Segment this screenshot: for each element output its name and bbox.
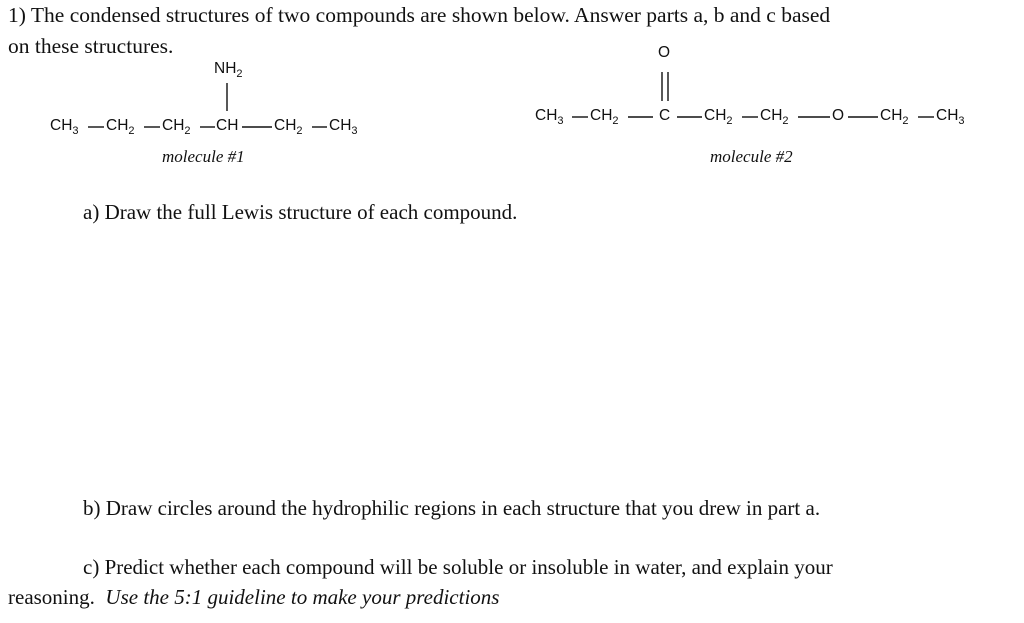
m2-atom-7: $CH_2$ <box>880 107 909 128</box>
part-c-instruction-line-2 <box>8 585 499 610</box>
part-c-reasoning-word: reasoning. <box>8 585 95 609</box>
m2-atom-2: $CH_2$ <box>590 107 619 128</box>
m2-atom-4: $CH_2$ <box>704 107 733 128</box>
m2-atom-6: O <box>832 107 845 124</box>
question-intro-line-2: on these structures. <box>8 34 174 58</box>
m1-atom-2: $CH_2$ <box>106 117 135 138</box>
m1-atom-3: $CH_2$ <box>162 117 191 138</box>
m1-atom-5: $CH_2$ <box>274 117 303 138</box>
question-intro-line-1: 1) The condensed structures of two compounds are shown below. Answer parts a, b and c based <box>8 3 831 27</box>
m2-carbonyl-oxygen: O <box>658 44 671 61</box>
part-c-instruction-line-1: c) Predict whether each compound will be soluble or insoluble in water, and explain your <box>83 555 833 579</box>
m1-caption: molecule #1 <box>162 147 245 166</box>
m2-caption: molecule #2 <box>710 147 793 166</box>
part-c-guideline: Use the 5:1 guideline to make your predictions <box>105 585 500 609</box>
m1-atom-6: $CH_3$ <box>329 117 358 138</box>
part-a-instruction: a) Draw the full Lewis structure of each compound. <box>83 200 518 224</box>
m2-atom-5: $CH_2$ <box>760 107 789 128</box>
m1-nh2-group: $NH_2$ <box>214 60 243 81</box>
m1-atom-4: CH <box>216 117 239 134</box>
part-b-instruction: b) Draw circles around the hydrophilic regions in each structure that you drew in part a. <box>83 496 821 520</box>
m1-atom-1: $CH_3$ <box>50 117 79 138</box>
m2-atom-3: C <box>659 107 671 124</box>
m2-atom-8: $CH_3$ <box>936 107 965 128</box>
m2-atom-1: $CH_3$ <box>535 107 564 128</box>
